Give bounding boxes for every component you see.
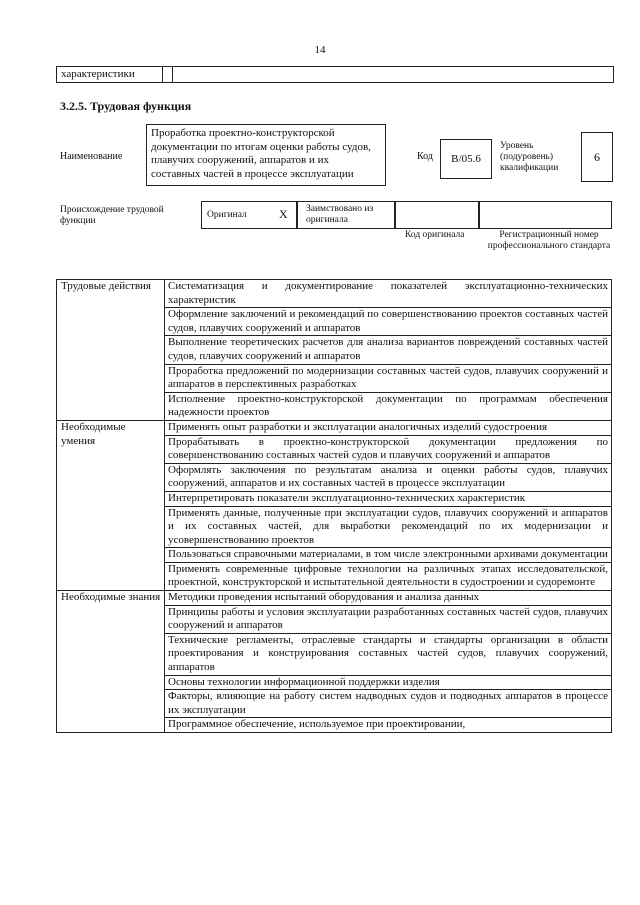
page-number: 14 [314, 44, 326, 56]
category-cell: Необходимые знания [57, 591, 165, 733]
name-label: Наименование [60, 151, 123, 162]
characteristics-row [56, 66, 614, 83]
item-cell: Выполнение теоретических расчетов для анализа вариантов повреждений составных частей судов, плавучих сооружений и аппаратов [165, 336, 612, 364]
borrowed-cell [297, 201, 395, 229]
code-label: Код [417, 151, 433, 162]
item-cell: Применять опыт разработки и эксплуатации аналогичных изделий судостроения [165, 420, 612, 435]
origin-label: Происхождение трудовой функции [60, 205, 164, 226]
code-original-cell [395, 201, 479, 229]
item-cell: Оформлять заключения по результатам анализа и оценки работы судов, плавучих сооружений, аппаратов и их составных частей в процессе эксплуатации [165, 463, 612, 491]
item-cell: Прорабатывать в проектно-конструкторской документации предложения по совершенствованию составных частей судов и плавучих сооружений и аппаратов [165, 435, 612, 463]
table-row [57, 420, 612, 435]
code-original-label: Код оригинала [405, 230, 465, 240]
level-value-box: 6 [581, 132, 613, 182]
narrow-cell [165, 67, 173, 82]
item-cell: Применять современные цифровые технологии на различных этапах исследовательской, проектной, конструкторской и испытательной деятельности в судостроении и судоремонте [165, 562, 612, 590]
function-name-box: Проработка проектно-конструкторской документации по итогам оценки работы судов, плавучих сооружений, аппаратов и их составных частей в процессе эксплуатации [146, 124, 386, 186]
item-cell: Оформление заключений и рекомендаций по совершенствованию проектов составных частей судов, плавучих сооружений и аппаратов [165, 308, 612, 336]
item-cell: Проработка предложений по модернизации составных частей судов, плавучих сооружений и аппаратов в перспективных разработках [165, 364, 612, 392]
reg-number-label: Регистрационный номер профессионального стандарта [487, 230, 611, 251]
item-cell: Систематизация и документирование показателей эксплуатационно-технических характеристик [165, 280, 612, 308]
labor-function-table [56, 279, 612, 733]
table-row [57, 280, 612, 308]
code-value-box: B/05.6 [440, 139, 492, 179]
reg-number-cell [479, 201, 612, 229]
characteristics-label: характеристики [57, 67, 163, 82]
original-cell [201, 201, 297, 229]
borrowed-label: Заимствовано из оригинала [306, 204, 374, 225]
origin-table [201, 201, 612, 229]
item-cell: Факторы, влияющие на работу систем надводных судов и подводных аппаратов в процессе их эксплуатации [165, 690, 612, 718]
item-cell: Технические регламенты, отраслевые стандарты и стандарты организации в области проектирования и конструирования составных частей судов, плавучих сооружений, аппаратов [165, 633, 612, 675]
section-heading: 3.2.5. Трудовая функция [60, 99, 192, 113]
item-cell: Основы технологии информационной поддержки изделия [165, 675, 612, 690]
level-label: Уровень (подуровень) квалификации [500, 141, 559, 173]
original-mark: X [279, 207, 288, 221]
category-cell: Необходимые умения [57, 420, 165, 590]
item-cell: Применять данные, полученные при эксплуатации судов, плавучих сооружений и аппаратов и их составных частей, для выработки рекомендаций по их модернизации и усовершенствованию проектов [165, 506, 612, 548]
category-cell: Трудовые действия [57, 280, 165, 421]
table-row [57, 591, 612, 606]
item-cell: Пользоваться справочными материалами, в том числе электронными архивами документации [165, 548, 612, 563]
item-cell: Методики проведения испытаний оборудования и анализа данных [165, 591, 612, 606]
item-cell: Интерпретировать показатели эксплуатационно-технических характеристик [165, 491, 612, 506]
item-cell: Исполнение проектно-конструкторской документации по программам обеспечения надежности проектов [165, 392, 612, 420]
item-cell: Программное обеспечение, используемое при проектировании, [165, 718, 612, 733]
original-label: Оригинал [207, 210, 247, 220]
item-cell: Принципы работы и условия эксплуатации разработанных составных частей судов, плавучих сооружений и аппаратов [165, 605, 612, 633]
